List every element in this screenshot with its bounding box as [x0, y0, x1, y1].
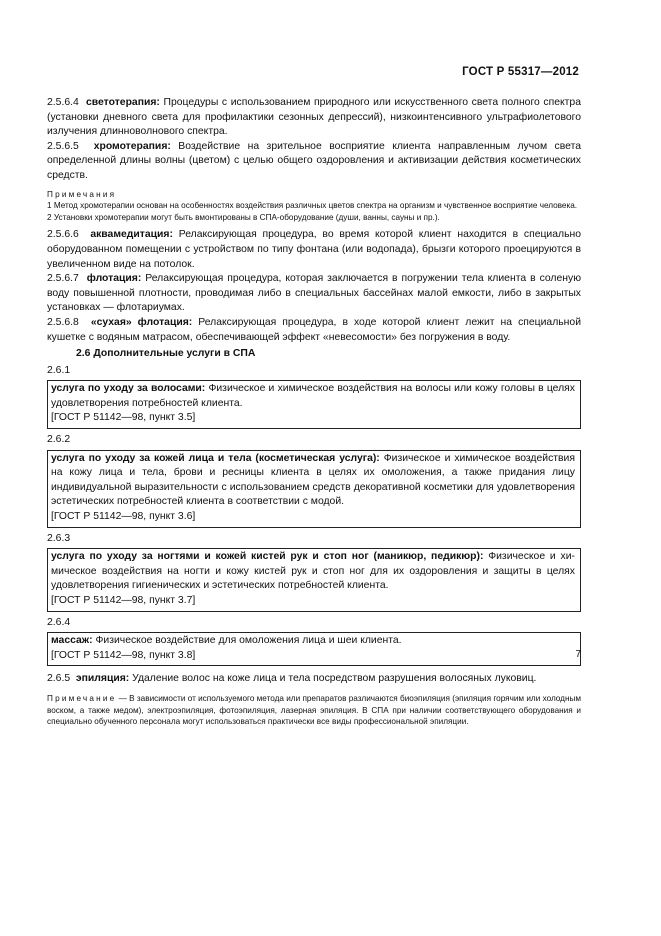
- note-2: 2 Установки хромотерапии могут быть вмонтированы в СПА-оборудование (души, ванны, сауны и пр.).: [47, 212, 440, 222]
- term-name: услуга по уходу за ногтями и кожей кистей рук и стоп ног (маникюр, педикюр):: [51, 551, 484, 563]
- term-text: Физическое и химическое воздействия на волосы или кожу головы в целях удовлетворения потребностей клиента.: [51, 383, 575, 409]
- clause-text: Воздействие на зрительное восприятие клиента направленным лучом света определенной длины волны (цветом) с целью общего оздоровления и активизации действия косметических средств.: [47, 140, 581, 181]
- clause-number: 2.5.6.6: [47, 229, 79, 241]
- term-text: Физическое и химическое воздействия на ногти и кожу кистей рук и стоп ног для их оздоровления и защиты в целях удовлетворения гигиенических и эстетических потребностей клиента.: [51, 551, 575, 592]
- clause-term: «сухая» флотация:: [90, 316, 193, 328]
- term-name: услуга по уходу за кожей лица и тела (косметическая услуга):: [51, 452, 380, 464]
- clause-number: 2.6.5: [47, 673, 71, 685]
- term-definition: [51, 452, 575, 510]
- term-number: 2.6.4: [47, 616, 71, 628]
- note-label: Примечание: [47, 693, 117, 703]
- clause-2565: [47, 140, 581, 184]
- notes-title: Примечания: [47, 189, 117, 199]
- clause-text: Релаксирующая процедура, которая заключается в погружении тела клиента в соленую воду повышенной плотности, проводимая либо в специальных бассейнах малой емкости, либо в закрытых установках — флотариумах.: [47, 273, 581, 314]
- note-text: — В зависимости от используемого метода или препаратов различаются биоэпиляция (эпиляция горячим или холодным воском, а также медом), электроэпиляция, фотоэпиляция, лазерная эпиляция. В СПА при наличии соответствующего оборудования и специально обученного персонала могут использоваться практически все виды профессиональной эпиляции.: [47, 693, 581, 727]
- term-number: 2.6.3: [47, 532, 71, 544]
- clause-term: хромотерапия:: [93, 140, 171, 152]
- clause-term: флотация:: [86, 273, 142, 285]
- term-reference: [ГОСТ Р 51142—98, пункт 3.6]: [51, 511, 196, 523]
- term-reference: [ГОСТ Р 51142—98, пункт 3.7]: [51, 595, 196, 606]
- clause-text: Удаление волос на коже лица и тела посредством разрушения волосяных луковиц.: [129, 673, 537, 685]
- clause-number: 2.5.6.4: [47, 97, 79, 108]
- term-number: 2.6.2: [47, 434, 71, 446]
- clause-number: 2.5.6.8: [47, 316, 79, 328]
- term-definition: [51, 382, 575, 411]
- term-box: [47, 632, 581, 666]
- term-box: [47, 450, 581, 528]
- term-name: услуга по уходу за волосами:: [51, 383, 206, 395]
- clause-2568: [47, 316, 581, 345]
- section-title: 2.6 Дополнительные услуги в СПА: [76, 348, 256, 360]
- term-box: [47, 548, 581, 611]
- term-text: Физическое воздействие для омоложения лица и шеи клиента.: [92, 635, 402, 647]
- clause-text: Процедуры с использованием природного или искусственного света полного спектра (установки дневного света для профилактики сезонных депрессий), низкоинтенсивного ультрафиолетового излучения длинноволнового спектра.: [47, 97, 581, 138]
- clause-text: Релаксирующая процедура, во время которой клиент находится в специально оборудованном помещении с устройством по типу фонтана (или водопада), брызги которого проецируются в увеличенном виде на потолок.: [47, 229, 581, 270]
- term-text: Физическое и химическое воздействия на кожу лица и тела, брови и ресницы клиента в целях их омоложения, а также придания лицу индивидуальной выразительности с использованием средств декоративной косметики для удовлетворения эстетических потребностей клиента в соответствии с модой.: [51, 452, 575, 508]
- clause-text: Релаксирующая процедура, в ходе которой клиент лежит на специальной кушетке с водяным матрасом, обеспечивающей эффект «невесомости» без погружения в воду.: [47, 316, 581, 343]
- clause-term: эпиляция:: [75, 673, 130, 685]
- page-content: [47, 96, 581, 728]
- page-number: 7: [575, 649, 581, 660]
- clause-265: [47, 672, 581, 687]
- term-box: [47, 380, 581, 429]
- term-reference: [ГОСТ Р 51142—98, пункт 3.8]: [51, 649, 196, 661]
- note-1: 1 Метод хромотерапии основан на особенностях воздействия различных цветов спектра на организм и чувственное восприятие человека.: [47, 201, 578, 211]
- clause-term: аквамедитация:: [90, 229, 173, 241]
- term-definition: [51, 634, 575, 649]
- clause-number: 2.5.6.5: [47, 140, 79, 152]
- term-name: массаж:: [51, 635, 93, 647]
- final-note: [47, 693, 581, 728]
- clause-2566: [47, 228, 581, 272]
- clause-number: 2.5.6.7: [47, 273, 79, 285]
- clause-term: светотерапия:: [86, 97, 160, 108]
- term-reference: [ГОСТ Р 51142—98, пункт 3.5]: [51, 412, 196, 424]
- document-code: ГОСТ Р 55317—2012: [462, 66, 579, 78]
- clause-2564: [47, 96, 581, 140]
- clause-2567: [47, 272, 581, 316]
- notes-block: [47, 189, 581, 224]
- term-number: 2.6.1: [47, 364, 71, 376]
- term-definition: [51, 550, 575, 594]
